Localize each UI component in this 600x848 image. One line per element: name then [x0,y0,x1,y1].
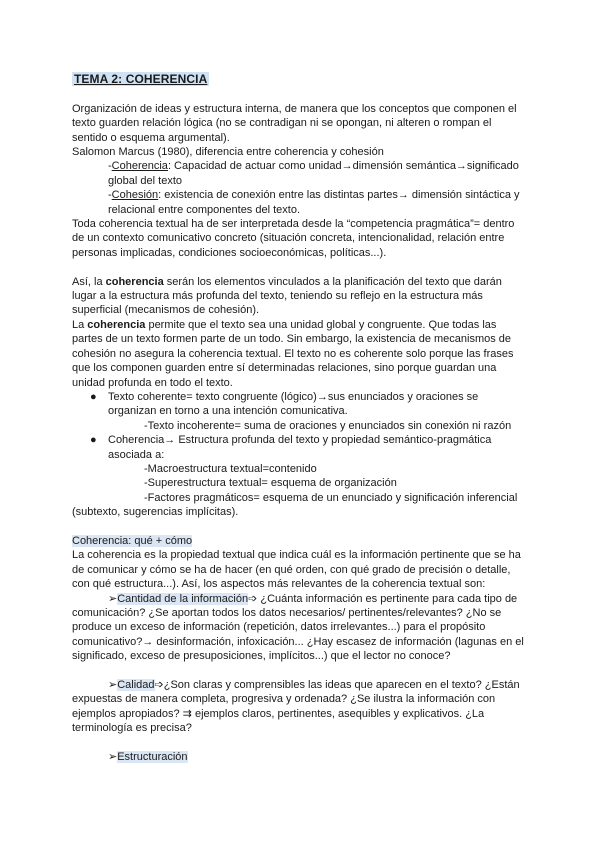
cohesion-term: Cohesión [111,189,159,202]
arrow-mark-icon: ➩ [154,679,164,691]
cohesion-definition: -Cohesión: existencia de conexión entre las distintas partes→ dimensión sintáctica y relacional entre componentes del texto. [108,189,520,216]
paragraph-que-como: La coherencia es la propiedad textual que indica cuál es la información pertinente que se ha de comunicar y cómo se ha de hacer (en qué orden, con qué grado de precisión o detalle, con qué estructura...). Así, los aspectos más relevantes de la coherencia textual son: [72,549,521,591]
document-title: TEMA 2: COHERENCIA [74,72,208,86]
sub-factores-continuation: (subtexto, sugerencias implícitas). [72,506,239,519]
arrow-bullet-icon: ➢ [108,592,118,605]
arrow-bullet-icon: ➢ [108,679,118,691]
spacer [72,520,528,534]
paragraph-definition: Organización de ideas y estructura interna, de manera que los conceptos que componen el texto guarden relación lógica (no se contradigan ni se opongan, ni alteren o rompan el sentido o esquema argumental). [72,102,517,144]
bullet-icon: ● [90,390,97,403]
aspect-calidad-label: Calidad [117,679,155,691]
coherencia-text: : Capacidad de actuar como unidad→dimensión semántica→significado global del texto [108,160,519,187]
section-heading-line [72,534,528,548]
aspect-cantidad: ➢Cantidad de la información➩ ¿Cuánta información es pertinente para cada tipo de comunicación? ¿Se aportan todos los datos necesarios/ pertinentes/relevantes? ¿No se produce un exceso de información (repetición, datos irrelevantes...) para el propósito comunicativo?→ desinformación, infoxicación... ¿Hay escasez de información (lagunas en el significado, exceso de presuposiciones, implícitos...) que el lector no conoce? [72,592,524,663]
sub-macroestructura: -Macroestructura textual=contenido [144,462,317,475]
coherencia-definition: -Coherencia: Capacidad de actuar como unidad→dimensión semántica→significado global del texto [108,160,519,187]
arrow-bullet-icon: ➢ [108,751,118,764]
sub-factores-pragmaticos: -Factores pragmáticos= esquema de un enunciado y significación inferencial [144,491,518,504]
paragraph-asi: Así, la coherencia serán los elementos vinculados a la planificación del texto que darán lugar a la estructura más profunda del texto, teniendo su reflejo en la estructura más superficial (mecanismos de cohesión). [72,275,502,317]
document-page [72,72,528,764]
arrow-mark-icon: ➩ [248,592,258,605]
aspect-estructuracion [72,750,528,764]
bullet-icon: ● [90,434,97,447]
section-heading: Coherencia: qué + cómo [72,534,193,547]
title-line [72,72,528,87]
paragraph-marcus: Salomon Marcus (1980), diferencia entre coherencia y cohesión [72,146,384,159]
spacer [72,664,528,678]
bullet-coherencia-estructura: ● Coherencia→ Estructura profunda del texto y propiedad semántico-pragmática asociada a: [90,434,492,461]
coherencia-term: Coherencia [111,160,168,173]
bullet-sub-incoherente: -Texto incoherente= suma de oraciones y enunciados sin conexión ni razón [144,419,512,432]
aspect-estructuracion-label: Estructuración [117,751,188,764]
spacer [72,736,528,750]
cohesion-text: : existencia de conexión entre las distintas partes→ dimensión sintáctica y relacional entre componentes del texto. [108,189,520,216]
aspect-cantidad-label: Cantidad de la información [117,592,249,605]
sub-superestructura: -Superestructura textual= esquema de organización [144,477,397,490]
spacer [72,87,528,101]
spacer [72,260,528,274]
bullet-texto-coherente: ● Texto coherente= texto congruente (lógico)→sus enunciados y oraciones se organizan en torno a una intención comunicativa. [90,390,479,418]
paragraph-pragmatica: Toda coherencia textual ha de ser interpretada desde la “competencia pragmática”= dentro de un contexto comunicativo concreto (situación concreta, intencionalidad, relación entre personas implicadas, condiciones socioeconómicas, políticas...). [72,218,515,259]
aspect-calidad: ➢Calidad➩¿Son claras y comprensibles las ideas que aparecen en el texto? ¿Están expuestas de manera completa, progresiva y ordenada? ¿Se ilustra la información con ejemplos apropiados? ⇉ ejemplos claros, pertinentes, asequibles y explicativos. ¿La terminología es precisa? [72,679,520,735]
paragraph-unidad: La coherencia permite que el texto sea una unidad global y congruente. Que todas las partes de un texto formen parte de un todo. Sin embargo, la existencia de mecanismos de cohesión no asegura la coherencia textual. El texto no es coherente solo porque las frases que los componen guarden entre sí determinadas relaciones, sino porque guardan una unidad profunda en todo el texto. [72,318,514,389]
